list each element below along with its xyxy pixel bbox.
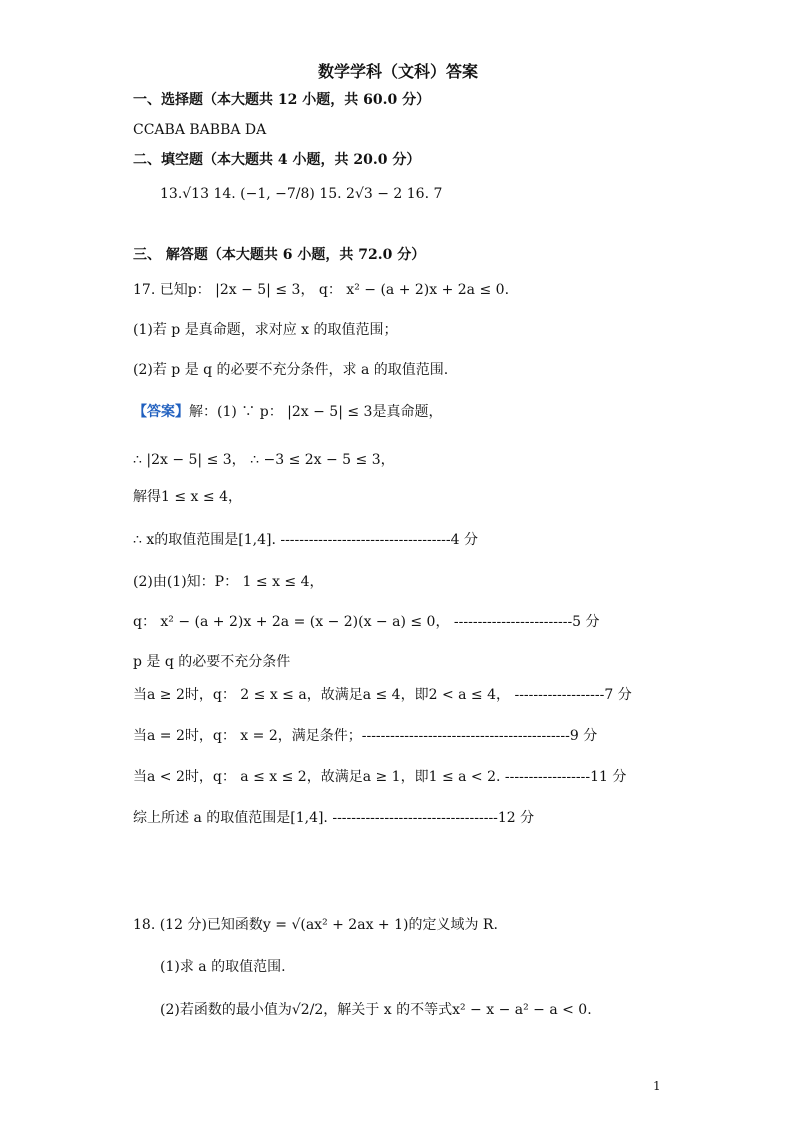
q17-answer-line-8: 当a ≥ 2时，q： 2 ≤ x ≤ a，故满足a ≤ 4，即2 < a ≤ 4， -------------------7 分 (133, 687, 632, 703)
q17-answer-line-9: 当a = 2时，q： x = 2，满足条件；--------------------------------------------9 分 (133, 728, 598, 744)
q17-answer-line-2: ∴ |2x − 5| ≤ 3， ∴ −3 ≤ 2x − 5 ≤ 3， (133, 452, 395, 468)
choice-answers: CCABA BABBA DA (133, 122, 267, 138)
section-2-heading: 二、填空题（本大题共 4 小题，共 20.0 分） (133, 152, 421, 168)
q17-answer-line-10: 当a < 2时，q： a ≤ x ≤ 2，故满足a ≥ 1，即1 ≤ a < 2. ------------------11 分 (133, 769, 627, 785)
page-number: 1 (653, 1079, 661, 1093)
q17-stem: 17. 已知p： |2x − 5| ≤ 3， q： x² − (a + 2)x + 2a ≤ 0. (133, 282, 510, 298)
section-3-heading: 三、 解答题（本大题共 6 小题，共 72.0 分） (133, 247, 426, 263)
q17-answer-line-6: q： x² − (a + 2)x + 2a = (x − 2)(x − a) ≤ 0， -------------------------5 分 (133, 614, 600, 630)
q17-part1: (1)若 p 是真命题，求对应 x 的取值范围； (133, 322, 398, 338)
q17-answer-line-1 (133, 402, 442, 422)
q17-answer-line-7: p 是 q 的必要不充分条件 (133, 654, 291, 670)
q18-part1: (1)求 a 的取值范围. (160, 959, 286, 975)
q17-answer-line-5: (2)由(1)知：P： 1 ≤ x ≤ 4， (133, 574, 324, 590)
q17-part2: (2)若 p 是 q 的必要不充分条件，求 a 的取值范围. (133, 362, 449, 378)
section-1-heading: 一、选择题（本大题共 12 小题，共 60.0 分） (133, 92, 431, 108)
q17-answer-line-3: 解得1 ≤ x ≤ 4， (133, 489, 242, 505)
q17-answer-line-11: 综上所述 a 的取值范围是[1,4]. -----------------------------------12 分 (133, 810, 535, 826)
page-title: 数学学科（文科）答案 (318, 62, 479, 81)
fill-blank-answers: 13.√13 14. (−1, −7/8) 15. 2√3 − 2 16. 7 (160, 186, 443, 202)
q18-part2: (2)若函数的最小值为√2/2，解关于 x 的不等式x² − x − a² − a < 0. (160, 1002, 592, 1018)
q18-stem: 18. (12 分)已知函数y = √(ax² + 2ax + 1)的定义域为 R. (133, 917, 498, 933)
q17-answer-line-4: ∴ x的取值范围是[1,4]. ------------------------------------4 分 (133, 532, 478, 548)
solution-text: 解：(1) ∵ p： |2x − 5| ≤ 3是真命题， (189, 404, 443, 420)
answer-tag: 【答案】 (133, 404, 189, 420)
